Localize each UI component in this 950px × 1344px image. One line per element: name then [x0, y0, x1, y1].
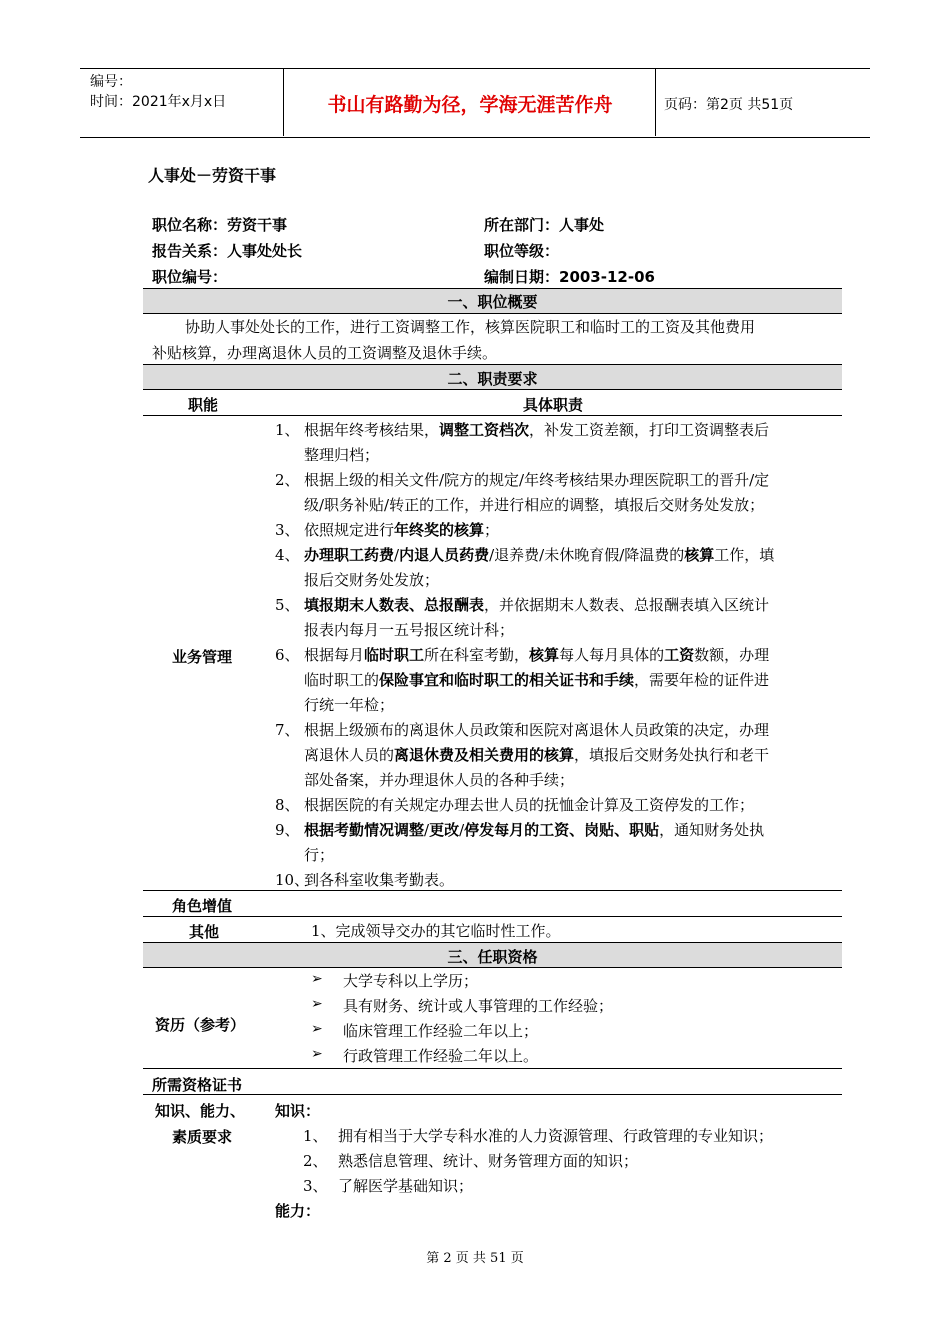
duty-text-line: 行统一年检； — [304, 696, 395, 714]
duty-number: 6、 — [275, 646, 300, 664]
duty-item — [275, 593, 835, 643]
header-page-info: 页码：第2页 共51页 — [664, 97, 794, 113]
rule — [143, 890, 842, 891]
duty-item — [275, 468, 835, 518]
document-title: 人事处－劳资干事 — [148, 166, 277, 185]
header-left — [90, 72, 226, 112]
section-title-summary: 一、职位概要 — [447, 293, 538, 311]
duty-text-line: 整理归档； — [304, 446, 380, 464]
ksa-label-line-2: 素质要求 — [172, 1128, 233, 1146]
business-management-label: 业务管理 — [172, 648, 233, 666]
rule — [143, 415, 842, 416]
column-header-duties: 具体职责 — [523, 396, 584, 414]
knowledge-label: 知识： — [275, 1102, 321, 1120]
header-divider — [655, 68, 656, 136]
knowledge-item: 了解医学基础知识； — [338, 1177, 474, 1195]
duty-text-line: 根据年终考核结果，调整工资档次，补发工资差额，打印工资调整表后 — [304, 421, 770, 439]
bullet-arrow-icon: ➢ — [311, 971, 323, 987]
duty-text-line: 根据上级颁布的离退休人员政策和医院对离退休人员政策的决定，办理 — [304, 721, 770, 739]
resume-item: 具有财务、统计或人事管理的工作经验； — [343, 997, 614, 1015]
resume-item: 临床管理工作经验二年以上； — [343, 1022, 539, 1040]
number-label: 编号： — [90, 74, 132, 90]
bullet-arrow-icon: ➢ — [311, 1021, 323, 1037]
duty-item — [275, 718, 835, 793]
other-duty: 1、完成领导交办的其它临时性工作。 — [311, 922, 561, 940]
duty-number: 8、 — [275, 796, 300, 814]
duty-item — [275, 418, 835, 468]
duty-number: 1、 — [275, 421, 300, 439]
duty-item — [275, 818, 835, 868]
knowledge-item: 拥有相当于大学专科水准的人力资源管理、行政管理的专业知识； — [338, 1127, 774, 1145]
duty-number: 7、 — [275, 721, 300, 739]
duty-number: 10、 — [275, 871, 310, 889]
duty-text-line: 报后交财务处发放； — [304, 571, 440, 589]
duty-text-line: 级/职务补贴/转正的工作，并进行相应的调整，填报后交财务处发放； — [304, 496, 765, 514]
duty-text-line: 根据医院的有关规定办理去世人员的抚恤金计算及工资停发的工作； — [304, 796, 755, 814]
duty-text-line: 根据考勤情况调整/更改/停发每月的工资、岗贴、职贴，通知财务处执 — [304, 821, 765, 839]
duty-item — [275, 793, 835, 818]
knowledge-number: 3、 — [303, 1177, 328, 1195]
rule — [143, 1068, 842, 1069]
summary-line-1: 协助人事处处长的工作，进行工资调整工作，核算医院职工和临时工的工资及其他费用 — [185, 318, 756, 336]
rule — [143, 389, 842, 390]
other-label: 其他 — [189, 923, 220, 941]
summary-line-2: 补贴核算，办理离退休人员的工资调整及退休手续。 — [152, 344, 498, 362]
resume-label: 资历（参考） — [155, 1016, 246, 1034]
duty-item — [275, 518, 835, 543]
knowledge-item: 熟悉信息管理、统计、财务管理方面的知识； — [338, 1152, 639, 1170]
position-name: 职位名称：劳资干事 — [152, 216, 288, 234]
ksa-label-line-1: 知识、能力、 — [155, 1102, 246, 1120]
bullet-arrow-icon: ➢ — [311, 1046, 323, 1062]
section-title-qualifications: 三、任职资格 — [447, 948, 538, 966]
rule — [143, 1094, 842, 1095]
knowledge-number: 2、 — [303, 1152, 328, 1170]
position-number: 职位编号： — [152, 268, 228, 286]
duty-number: 4、 — [275, 546, 300, 564]
time-label: 时间：2021年x月x日 — [90, 94, 227, 110]
duty-text-line: 离退休人员的离退休费及相关费用的核算，填报后交财务处执行和老干 — [304, 746, 770, 764]
role-value-label: 角色增值 — [172, 897, 233, 915]
resume-item: 大学专科以上学历； — [343, 972, 479, 990]
rule — [143, 313, 842, 314]
duty-number: 5、 — [275, 596, 300, 614]
duty-text-line: 临时职工的保险事宜和临时职工的相关证书和手续，需要年检的证件进 — [304, 671, 770, 689]
section-title-duties: 二、职责要求 — [447, 370, 538, 388]
duty-text-line: 报表内每月一五号报区统计科； — [304, 621, 515, 639]
duty-number: 3、 — [275, 521, 300, 539]
department: 所在部门：人事处 — [484, 216, 605, 234]
compile-date: 编制日期：2003-12-06 — [484, 268, 655, 286]
duty-text-line: 根据每月临时职工所在科室考勤，核算每人每月具体的工资数额，办理 — [304, 646, 770, 664]
position-grade: 职位等级： — [484, 242, 560, 260]
bullet-arrow-icon: ➢ — [311, 996, 323, 1012]
report-to: 报告关系：人事处处长 — [152, 242, 303, 260]
ability-label: 能力： — [275, 1202, 321, 1220]
knowledge-number: 1、 — [303, 1127, 328, 1145]
duty-text-line: 行； — [304, 846, 335, 864]
rule — [143, 967, 842, 968]
duty-item — [275, 543, 835, 593]
resume-item: 行政管理工作经验二年以上。 — [343, 1047, 539, 1065]
duty-text-line: 依照规定进行年终奖的核算； — [304, 521, 500, 539]
duty-number: 2、 — [275, 471, 300, 489]
duty-text-line: 填报期末人数表、总报酬表，并依据期末人数表、总报酬表填入区统计 — [304, 596, 770, 614]
column-header-function: 职能 — [188, 396, 219, 414]
rule — [143, 916, 842, 917]
certificate-label: 所需资格证书 — [152, 1076, 243, 1094]
duty-text-line: 根据上级的相关文件/院方的规定/年终考核结果办理医院职工的晋升/定 — [304, 471, 770, 489]
duty-text-line: 到各科室收集考勤表。 — [304, 871, 455, 889]
page-footer: 第 2 页 共 51 页 — [426, 1251, 524, 1266]
duty-text-line: 部处备案，并办理退休人员的各种手续； — [304, 771, 575, 789]
header-motto: 书山有路勤为径，学海无涯苦作舟 — [327, 94, 613, 116]
duty-item — [275, 643, 835, 718]
header-divider — [283, 68, 284, 136]
duty-text-line: 办理职工药费/内退人员药费/退养费/未休晚育假/降温费的核算工作，填 — [304, 546, 775, 564]
duty-number: 9、 — [275, 821, 300, 839]
